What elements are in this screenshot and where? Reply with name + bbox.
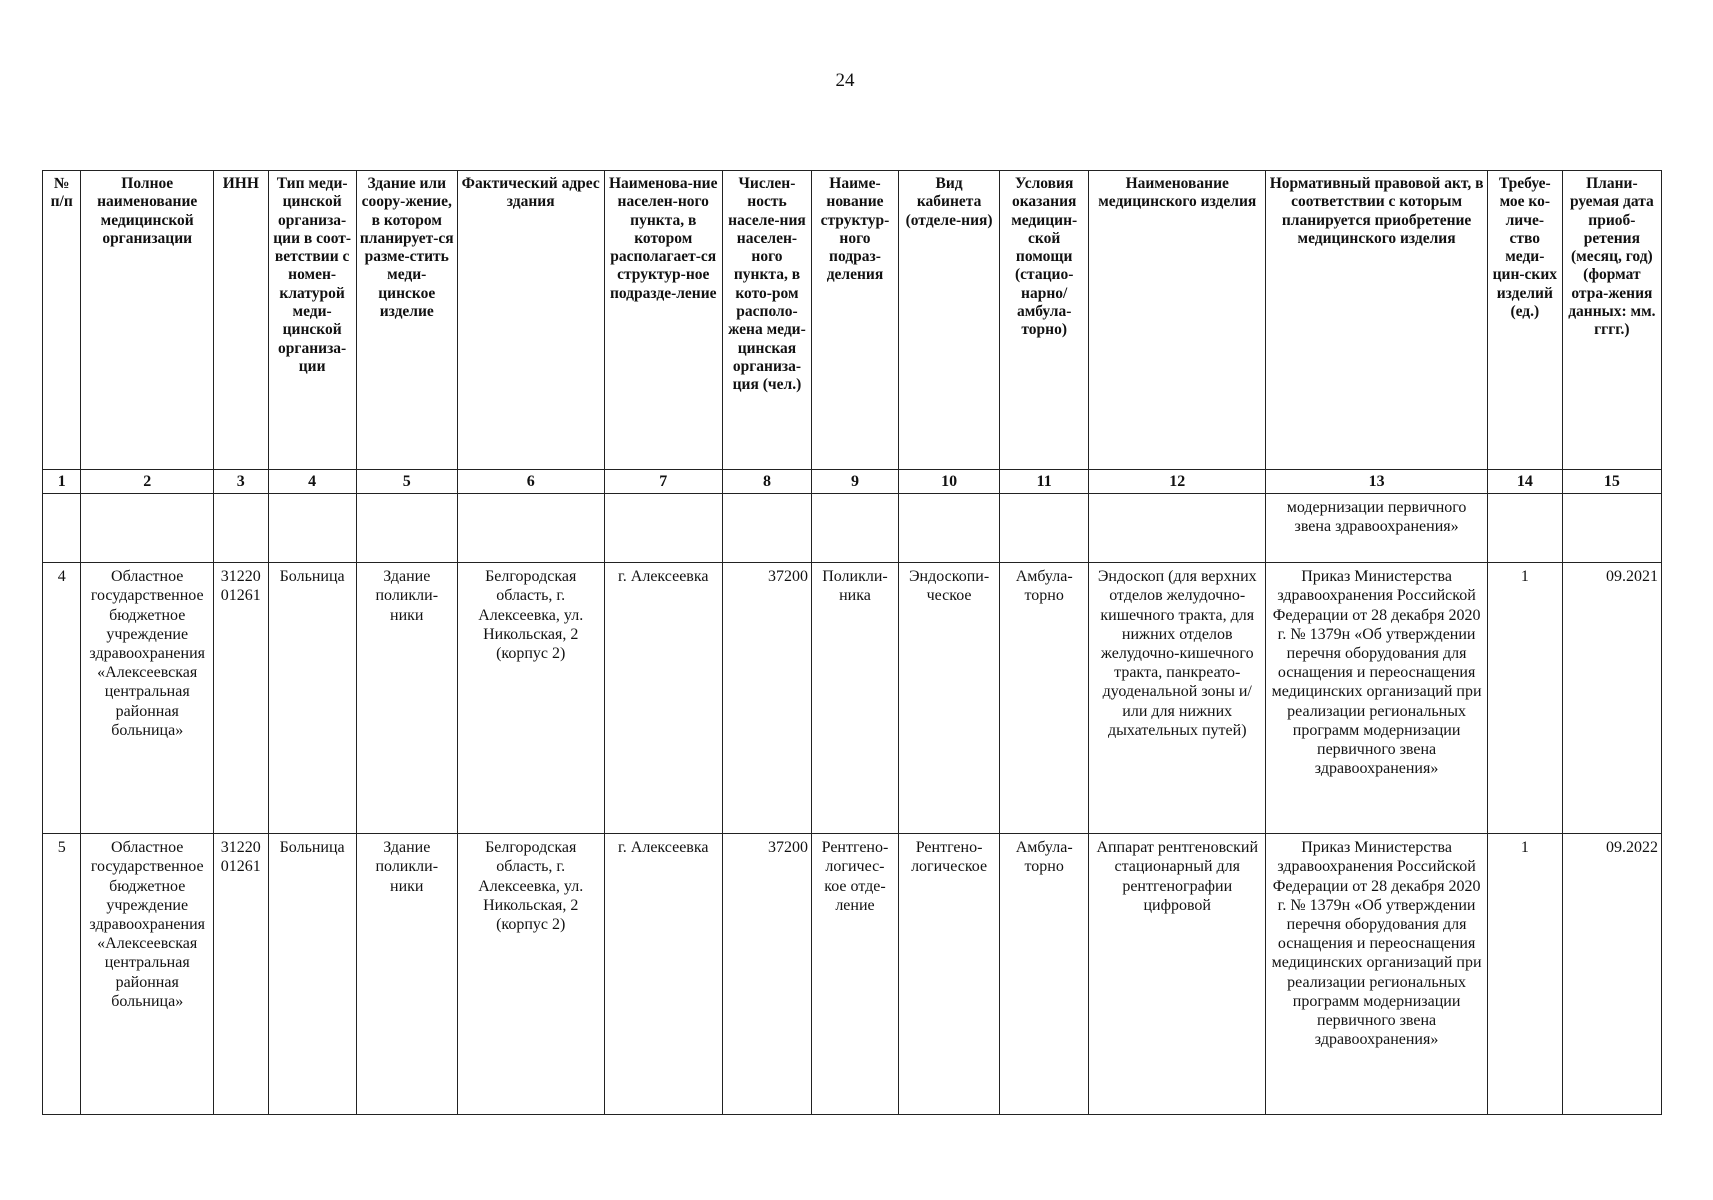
table-header-row	[43, 171, 1662, 470]
column-number: 2	[81, 470, 214, 494]
column-number: 7	[604, 470, 722, 494]
population-value: 37200	[722, 563, 811, 834]
table-row	[43, 834, 1662, 1115]
planned-date: 09.2021	[1562, 563, 1661, 834]
unit-name: Поликли-ника	[811, 563, 898, 834]
locality-name: г. Алексеевка	[604, 834, 722, 1115]
population-value: 37200	[722, 834, 811, 1115]
inn-value: 3122001261	[213, 834, 268, 1115]
empty-cell	[268, 494, 356, 563]
unit-name: Рентгено-логичес-кое отде-ление	[811, 834, 898, 1115]
building-name: Здание поликли-ники	[356, 834, 457, 1115]
organization-type: Больница	[268, 563, 356, 834]
planned-date: 09.2022	[1562, 834, 1661, 1115]
continuation-act-text: модернизации первичного звена здравоохранения»	[1266, 494, 1488, 563]
column-number: 4	[268, 470, 356, 494]
column-number: 11	[1000, 470, 1089, 494]
building-address: Белгородская область, г. Алексеевка, ул. Никольская, 2 (корпус 2)	[457, 563, 604, 834]
header-cell: Фактический адрес здания	[457, 171, 604, 470]
empty-cell	[1000, 494, 1089, 563]
row-number: 5	[43, 834, 81, 1115]
empty-cell	[1487, 494, 1562, 563]
empty-cell	[604, 494, 722, 563]
care-conditions: Амбула-торно	[1000, 563, 1089, 834]
table-row	[43, 563, 1662, 834]
legal-act: Приказ Министерства здравоохранения Российской Федерации от 28 декабря 2020 г. № 1379н «Об утверждении перечня оборудования для оснащения и переоснащения медицинских организаций при реализации региональных программ модернизации первичного звена здравоохранения»	[1266, 563, 1488, 834]
equipment-table	[42, 170, 1662, 1115]
row-number: 4	[43, 563, 81, 834]
empty-cell	[1089, 494, 1266, 563]
header-cell: Плани-руемая дата приоб-ретения (месяц, год) (формат отра-жения данных: мм. гггг.)	[1562, 171, 1661, 470]
header-cell: Условия оказания медицин-ской помощи (стацио-нарно/ амбула-торно)	[1000, 171, 1089, 470]
column-number: 5	[356, 470, 457, 494]
column-number: 13	[1266, 470, 1488, 494]
building-address: Белгородская область, г. Алексеевка, ул. Никольская, 2 (корпус 2)	[457, 834, 604, 1115]
header-cell: ИНН	[213, 171, 268, 470]
empty-cell	[43, 494, 81, 563]
header-cell: Тип меди-цинской организа-ции в соот-ветствии с номен-клатурой меди-цинской организа-ции	[268, 171, 356, 470]
column-number: 14	[1487, 470, 1562, 494]
empty-cell	[356, 494, 457, 563]
organization-name: Областное государственное бюджетное учреждение здравоохранения «Алексеевская центральная районная больница»	[81, 563, 214, 834]
quantity-value: 1	[1487, 834, 1562, 1115]
device-name: Аппарат рентгеновский стационарный для рентгенографии цифровой	[1089, 834, 1266, 1115]
column-number: 9	[811, 470, 898, 494]
column-number: 6	[457, 470, 604, 494]
header-cell: Здание или соору-жение, в котором планирует-ся разме-стить меди-цинское изделие	[356, 171, 457, 470]
empty-cell	[1562, 494, 1661, 563]
column-number-row	[43, 470, 1662, 494]
page-number: 24	[835, 70, 855, 91]
header-cell: № п/п	[43, 171, 81, 470]
care-conditions: Амбула-торно	[1000, 834, 1089, 1115]
legal-act: Приказ Министерства здравоохранения Российской Федерации от 28 декабря 2020 г. № 1379н «Об утверждении перечня оборудования для оснащения и переоснащения медицинских организаций при реализации региональных программ модернизации первичного звена здравоохранения»	[1266, 834, 1488, 1115]
column-number: 12	[1089, 470, 1266, 494]
empty-cell	[811, 494, 898, 563]
header-cell: Нормативный правовой акт, в соответствии с которым планируется приобретение медицинского изделия	[1266, 171, 1488, 470]
header-cell: Требуе-мое ко-личе-ство меди-цин-ских изделий (ед.)	[1487, 171, 1562, 470]
empty-cell	[213, 494, 268, 563]
column-number: 8	[722, 470, 811, 494]
column-number: 3	[213, 470, 268, 494]
column-number: 1	[43, 470, 81, 494]
header-cell: Наиме-нование структур-ного подраз-деления	[811, 171, 898, 470]
header-cell: Полное наименование медицинской организации	[81, 171, 214, 470]
empty-cell	[722, 494, 811, 563]
empty-cell	[457, 494, 604, 563]
locality-name: г. Алексеевка	[604, 563, 722, 834]
column-number: 15	[1562, 470, 1661, 494]
inn-value: 3122001261	[213, 563, 268, 834]
quantity-value: 1	[1487, 563, 1562, 834]
continuation-row	[43, 494, 1662, 563]
empty-cell	[81, 494, 214, 563]
empty-cell	[898, 494, 999, 563]
cabinet-type: Рентгено-логическое	[898, 834, 999, 1115]
cabinet-type: Эндоскопи-ческое	[898, 563, 999, 834]
header-cell: Числен-ность населе-ния населен-ного пункта, в кото-ром располо-жена меди-цинская организа-ция (чел.)	[722, 171, 811, 470]
device-name: Эндоскоп (для верхних отделов желудочно-кишечного тракта, для нижних отделов желудочно-кишечного тракта, панкреато-дуоденальной зоны и/или для нижних дыхательных путей)	[1089, 563, 1266, 834]
organization-type: Больница	[268, 834, 356, 1115]
organization-name: Областное государственное бюджетное учреждение здравоохранения «Алексеевская центральная районная больница»	[81, 834, 214, 1115]
header-cell: Наименование медицинского изделия	[1089, 171, 1266, 470]
header-cell: Наименова-ние населен-ного пункта, в котором располагает-ся структур-ное подразде-ление	[604, 171, 722, 470]
building-name: Здание поликли-ники	[356, 563, 457, 834]
header-cell: Вид кабинета (отделе-ния)	[898, 171, 999, 470]
column-number: 10	[898, 470, 999, 494]
